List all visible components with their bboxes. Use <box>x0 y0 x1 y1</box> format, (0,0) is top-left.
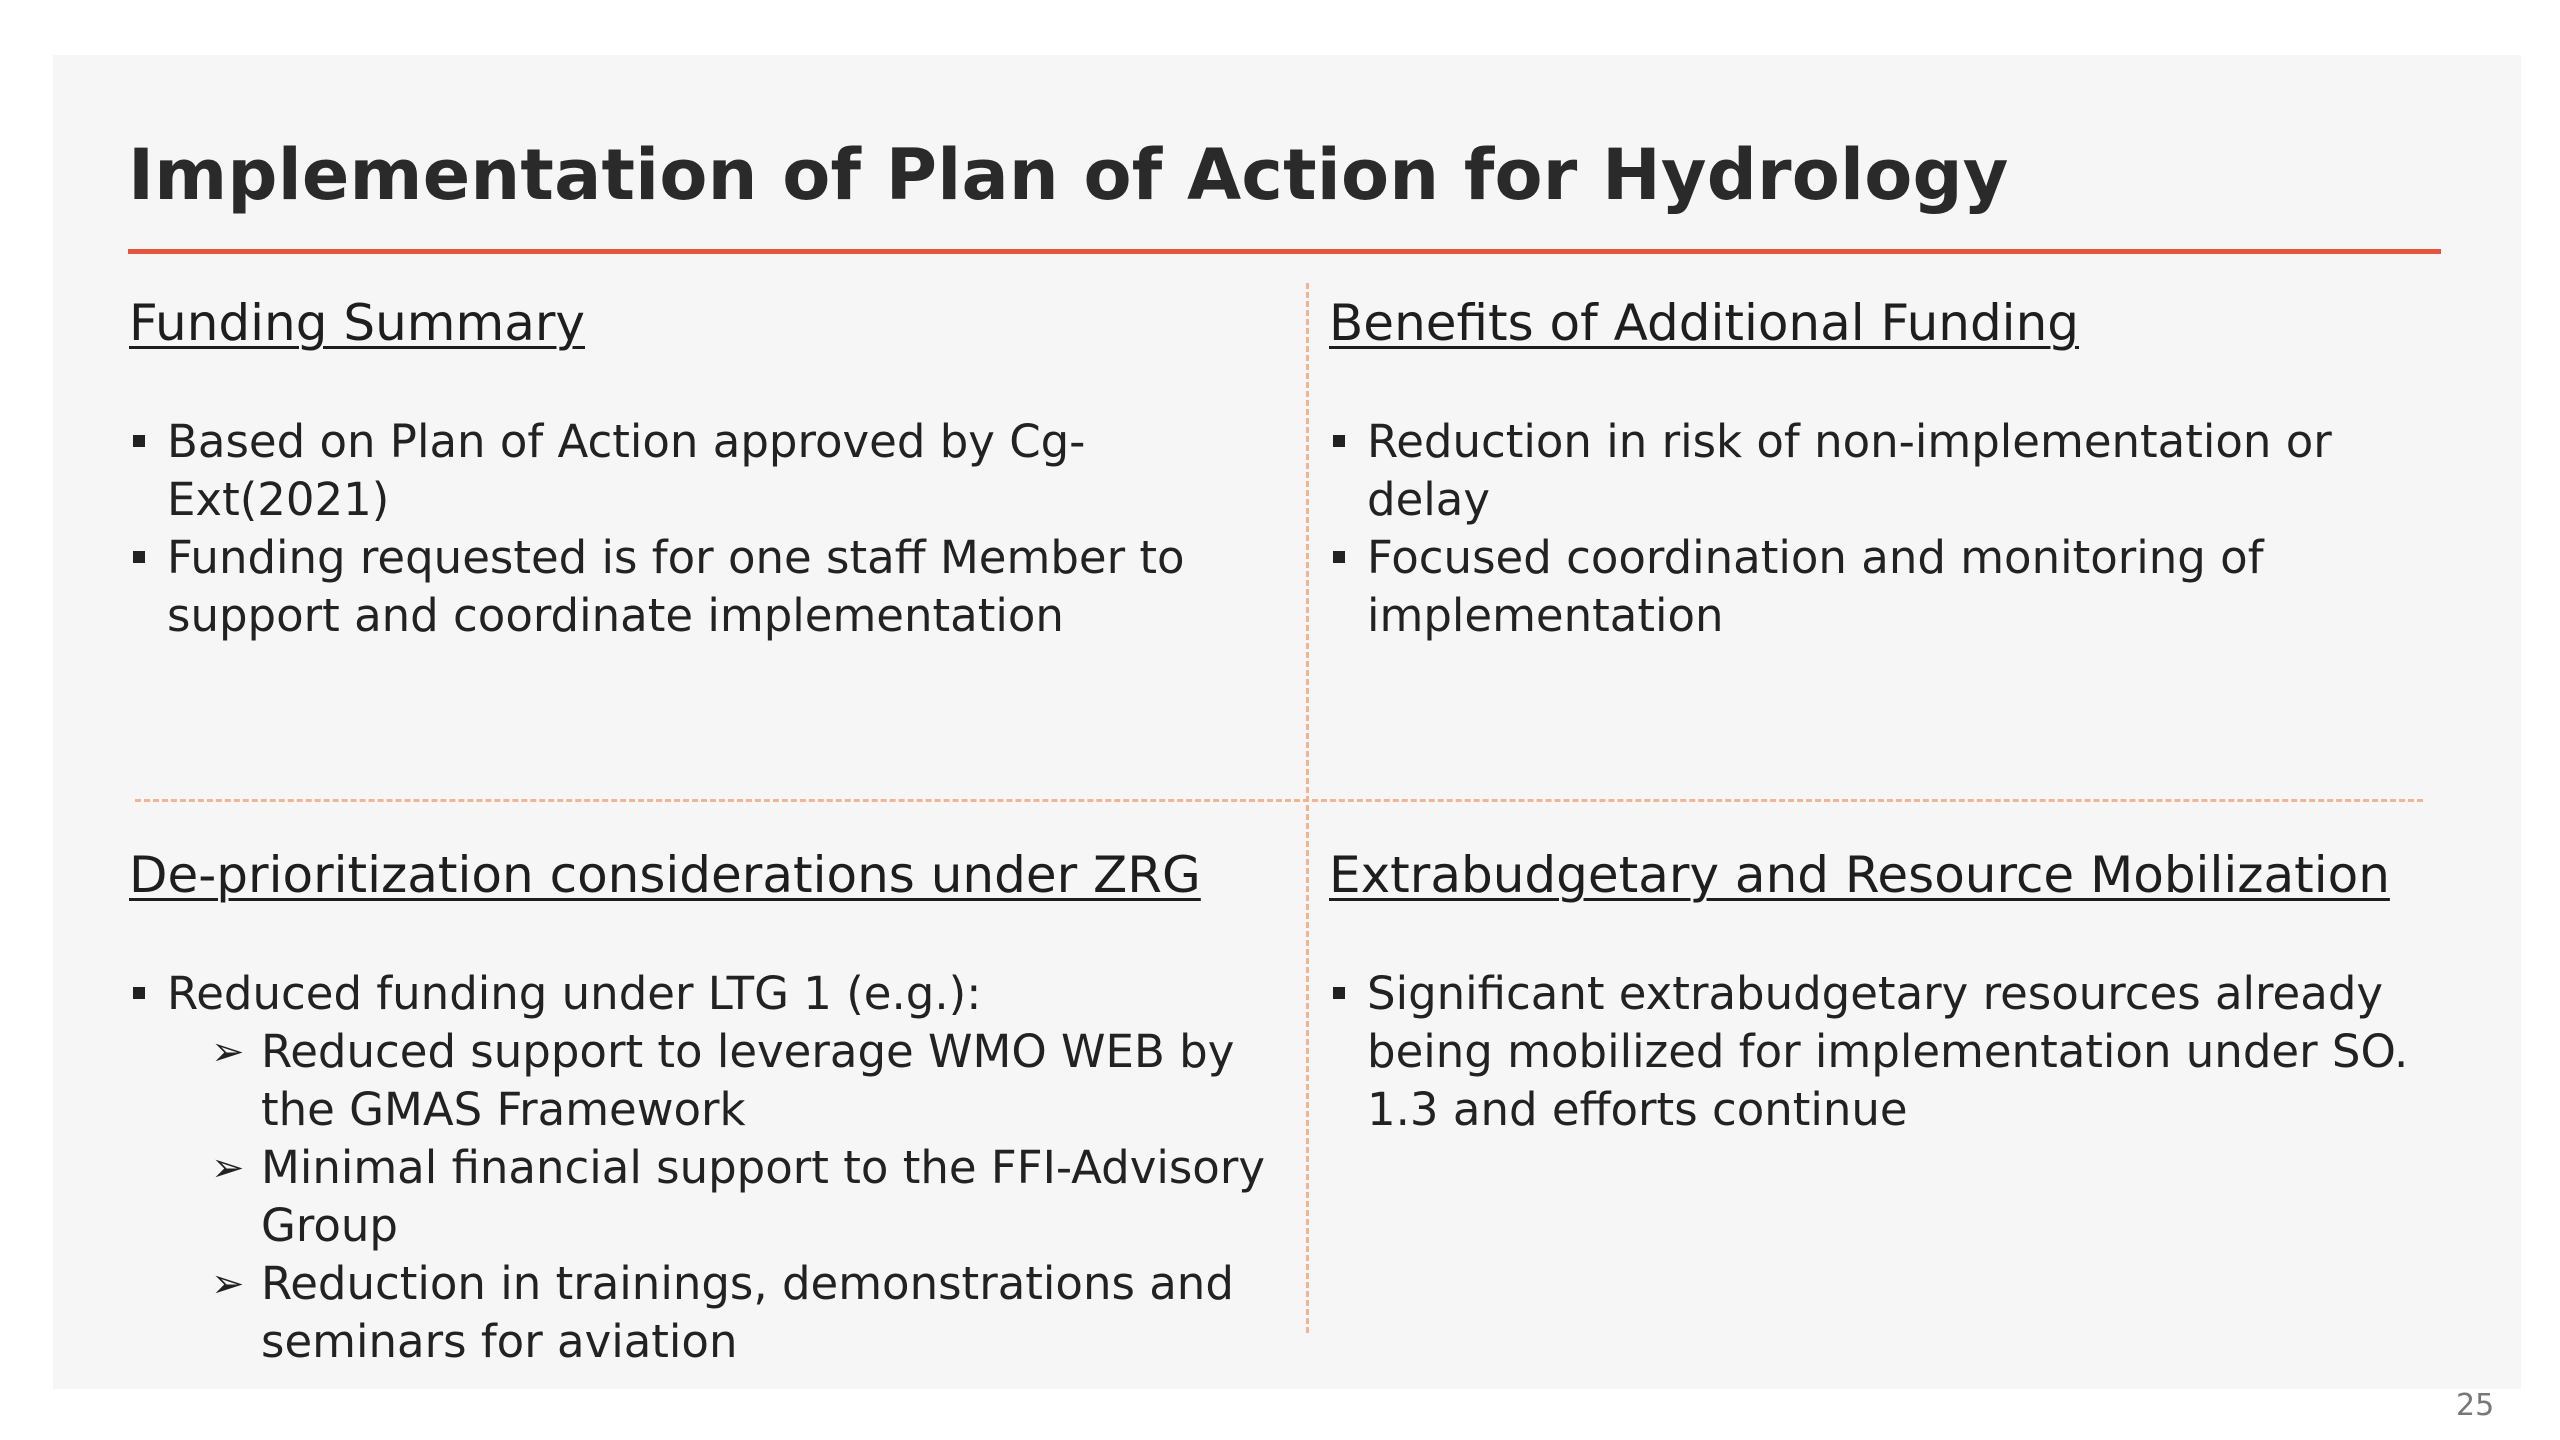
quadrant-extrabudgetary <box>1329 845 2469 1139</box>
sub-list-item-text: Reduction in trainings, demonstrations and seminars for aviation <box>261 1257 1234 1368</box>
sub-list-item <box>211 1139 1289 1255</box>
list-item: Focused coordination and monitoring of implementation <box>1329 529 2469 645</box>
list-item: Reduction in risk of non-implementation or delay <box>1329 413 2469 529</box>
funding-summary-list <box>129 413 1289 645</box>
deprioritization-list <box>129 965 1289 1023</box>
page-number: 25 <box>2456 1388 2495 1423</box>
list-item: Significant extrabudgetary resources already being mobilized for implementation under SO. 1.3 and efforts continue <box>1329 965 2469 1139</box>
extrabudgetary-heading: Extrabudgetary and Resource Mobilization <box>1329 846 2390 904</box>
arrow-bullet-icon: ➢ <box>211 1029 245 1075</box>
list-item: Reduced funding under LTG 1 (e.g.): <box>129 965 1289 1023</box>
arrow-bullet-icon: ➢ <box>211 1145 245 1191</box>
benefits-list <box>1329 413 2469 645</box>
arrow-bullet-icon: ➢ <box>211 1261 245 1307</box>
list-item: Funding requested is for one staff Member to support and coordinate implementation <box>129 529 1289 645</box>
quadrant-deprioritization <box>129 845 1289 1371</box>
sub-list-item <box>211 1255 1289 1371</box>
slide <box>53 55 2521 1423</box>
deprioritization-heading: De-prioritization considerations under ZRG <box>129 846 1201 904</box>
vertical-divider <box>1306 283 1309 1333</box>
sub-list-item <box>211 1023 1289 1139</box>
list-item: Based on Plan of Action approved by Cg-Ext(2021) <box>129 413 1289 529</box>
sub-list-item-text: Minimal financial support to the FFI-Advisory Group <box>261 1141 1265 1252</box>
title-underline-rule <box>128 249 2441 254</box>
quadrant-funding-summary <box>129 293 1289 645</box>
benefits-heading: Benefits of Additional Funding <box>1329 294 2079 352</box>
horizontal-divider <box>135 799 2423 802</box>
slide-title: Implementation of Plan of Action for Hydrology <box>128 134 2009 216</box>
sub-list-item-text: Reduced support to leverage WMO WEB by the GMAS Framework <box>261 1025 1235 1136</box>
quadrant-benefits <box>1329 293 2469 645</box>
extrabudgetary-list <box>1329 965 2469 1139</box>
deprioritization-sub-list <box>129 1023 1289 1371</box>
funding-summary-heading: Funding Summary <box>129 294 585 352</box>
